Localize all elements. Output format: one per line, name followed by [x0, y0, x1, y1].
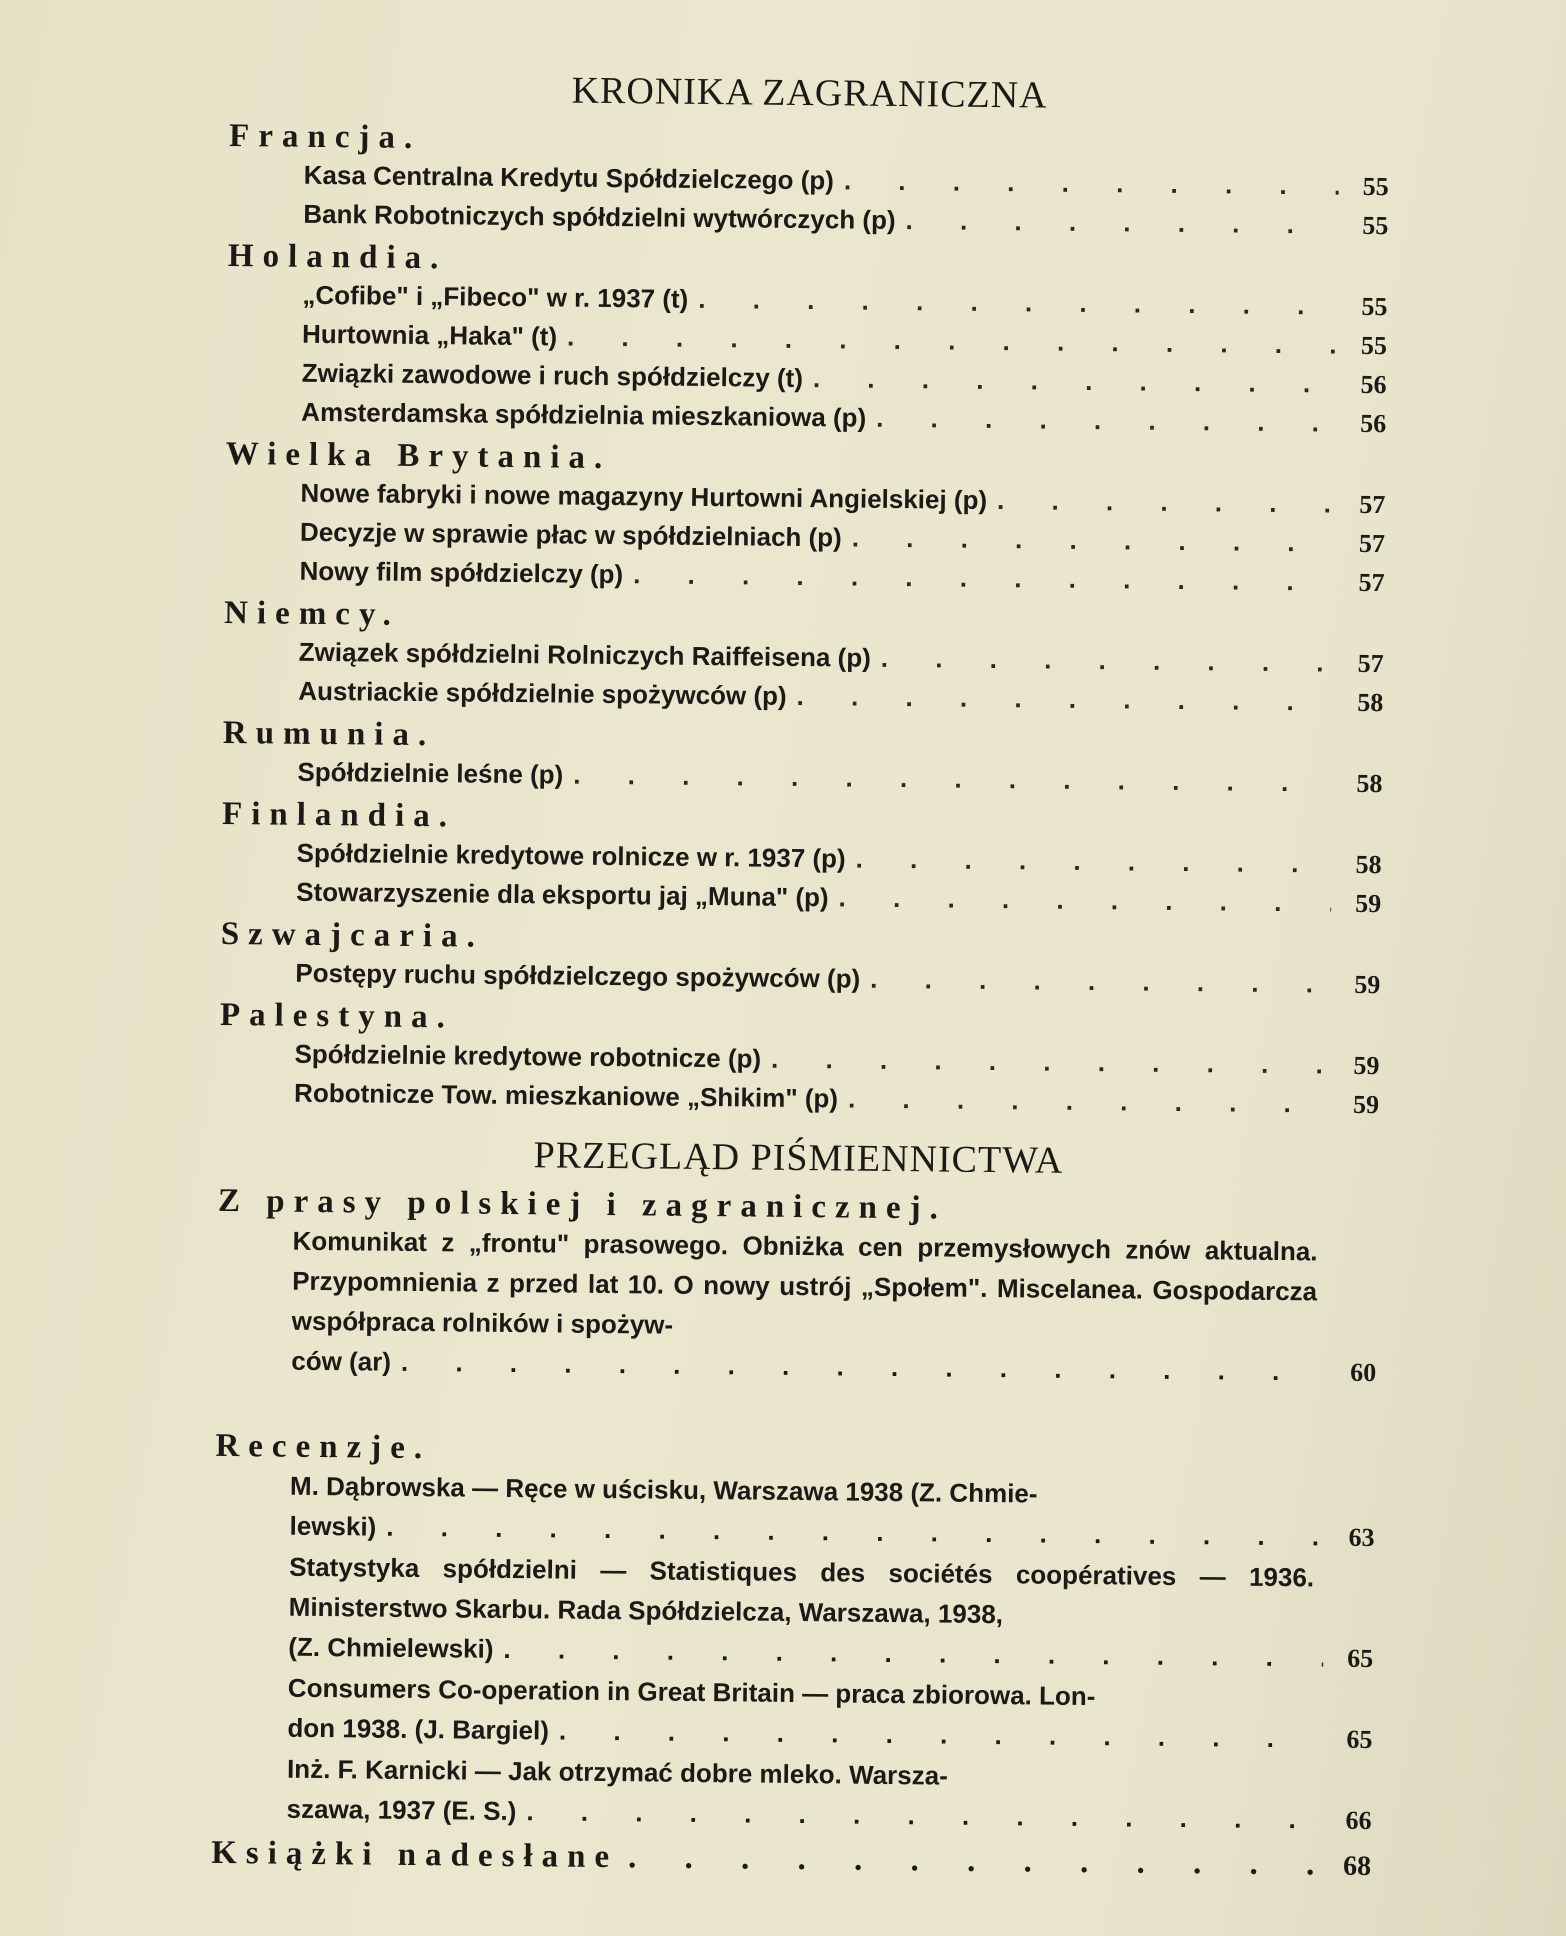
review-item[interactable] [211, 1748, 1372, 1841]
page-number: 68 [1342, 1850, 1372, 1883]
page-number: 57 [1358, 528, 1386, 559]
dot-leader [838, 878, 1331, 921]
entry-title: Austriackie spółdzielnie spożywców (p) [298, 675, 787, 711]
country-group [219, 996, 1380, 1124]
page-number: 58 [1357, 687, 1384, 718]
page-number: 58 [1355, 849, 1382, 880]
review-text: M. Dąbrowska — Ręce w uścisku, Warszawa 1938 (Z. Chmie- [289, 1470, 1038, 1509]
page-number: 55 [1360, 330, 1388, 361]
country-group [220, 915, 1381, 1004]
dot-leader [796, 677, 1333, 721]
review-tail: lewski) [289, 1510, 377, 1542]
country-heading: Rumunia. [222, 714, 436, 754]
dot-leader [870, 960, 1331, 1003]
page-number: 65 [1347, 1643, 1374, 1674]
dot-leader [844, 161, 1339, 204]
dot-leader [628, 1835, 1321, 1886]
page-number: 55 [1361, 291, 1388, 322]
prasa-tail: ców (ar) [291, 1345, 392, 1377]
review-item[interactable] [214, 1465, 1375, 1558]
dot-leader [526, 1791, 1322, 1839]
review-tail: szawa, 1937 (E. S.) [286, 1793, 517, 1827]
dot-leader [876, 399, 1336, 442]
page-number: 56 [1360, 408, 1387, 439]
country-group [222, 714, 1383, 803]
dot-leader [813, 359, 1337, 402]
review-item[interactable] [213, 1546, 1374, 1679]
page-number: 59 [1354, 969, 1381, 1000]
country-heading: Wielka Brytania. [225, 435, 612, 477]
country-group [224, 435, 1386, 602]
page-number: 60 [1350, 1357, 1377, 1388]
entry-title: Hurtownia „Haka" (t) [301, 318, 558, 352]
country-heading: Szwajcaria. [220, 915, 485, 955]
entry-title: Stowarzyszenie dla eksportu jaj „Muna" (p) [296, 876, 829, 913]
country-group [223, 594, 1384, 722]
entry-title: Decyzje w sprawie płac w spółdzielniach (p) [299, 516, 842, 553]
dot-leader [855, 840, 1331, 883]
dot-leader [573, 756, 1333, 802]
page-number: 63 [1348, 1522, 1375, 1553]
recenzje-heading: Recenzje. [215, 1427, 432, 1467]
country-list [219, 117, 1389, 1124]
page-number: 59 [1355, 888, 1382, 919]
country-group [221, 795, 1382, 923]
dot-leader [852, 519, 1336, 562]
page-number: 59 [1352, 1089, 1380, 1120]
country-group [226, 237, 1388, 443]
dot-leader [503, 1629, 1323, 1678]
page-number: 57 [1358, 567, 1385, 598]
entry-title: Amsterdamska spółdzielnia mieszkaniowa (p) [301, 396, 867, 433]
recenzje-group [211, 1427, 1375, 1841]
entry-title: Związek spółdzielni Rolniczych Raiffeisena (p) [298, 636, 872, 673]
page-number: 55 [1362, 171, 1389, 202]
section-title-przeglad: PRZEGLĄD PIŚMIENNICTWA [533, 1134, 1064, 1182]
review-item[interactable] [212, 1667, 1373, 1760]
table-of-contents-page [211, 55, 1390, 1889]
entry-title: Nowy film spółdzielczy (p) [299, 555, 624, 590]
page-number: 58 [1356, 768, 1383, 799]
prasa-text: Komunikat z „frontu" prasowego. Obniżka cen przemysłowych znów aktualna. Przypomnienia z przed lat 10. O nowy ustrój „Społem". Miscelanea. Gospodarcza współpraca rolników i spożyw- [291, 1225, 1318, 1340]
dot-leader [559, 1711, 1323, 1759]
entry-title: „Cofibe" i „Fibeco" w r. 1937 (t) [302, 279, 689, 314]
review-text: Statystyka spółdzielni — Statistiques des sociétés coopératives — 1936. Ministerstwo Skarbu. Rada Spółdzielcza, Warszawa, 1938, [288, 1551, 1315, 1630]
country-heading: Niemcy. [223, 594, 401, 633]
recenzje-list [211, 1465, 1375, 1841]
dot-leader [997, 481, 1336, 523]
country-group [228, 117, 1389, 245]
country-heading: Finlandia. [221, 795, 457, 835]
entry-title: Związki zawodowe i ruch spółdzielczy (t) [301, 357, 804, 394]
dot-leader [848, 1080, 1329, 1123]
page-number: 57 [1357, 648, 1384, 679]
country-heading: Palestyna. [219, 996, 455, 1036]
dot-leader [881, 639, 1334, 682]
page-number: 55 [1362, 210, 1389, 241]
review-text: Consumers Co-operation in Great Britain — praca zbiorowa. Lon- [287, 1672, 1096, 1712]
entry-title: Spółdzielnie leśne (p) [297, 756, 564, 790]
section-title-kronika: KRONIKA ZAGRANICZNA [571, 69, 1048, 117]
page-number: 65 [1346, 1724, 1373, 1755]
dot-leader [401, 1342, 1327, 1392]
page-number: 56 [1360, 369, 1387, 400]
page-number: 66 [1345, 1805, 1372, 1836]
dot-leader [771, 1040, 1330, 1084]
entry-title: Spółdzielnie kredytowe rolnicze w r. 1937 (p) [296, 837, 846, 874]
review-text: Inż. F. Karnicki — Jak otrzymać dobre mleko. Warsza- [286, 1753, 948, 1791]
dot-leader [567, 318, 1337, 364]
entry-title: Bank Robotniczych spółdzielni wytwórczych (p) [303, 198, 896, 235]
review-tail: don 1938. (J. Bargiel) [287, 1712, 550, 1746]
entry-title: Robotnicze Tow. mieszkaniowe „Shikim" (p) [293, 1077, 839, 1114]
entry-title: Nowe fabryki i nowe magazyny Hurtowni Angielskiej (p) [300, 477, 988, 515]
dot-leader [905, 201, 1338, 244]
prasa-group [216, 1182, 1378, 1393]
page-number: 57 [1359, 489, 1386, 520]
country-heading: Francja. [228, 117, 422, 157]
entry-title: Postępy ruchu spółdzielczego spożywców (p) [295, 957, 861, 994]
country-heading: Holandia. [227, 237, 448, 277]
dot-leader [698, 280, 1338, 325]
entry-title: Kasa Centralna Kredytu Spółdzielczego (p) [303, 159, 835, 196]
entry-title: Spółdzielnie kredytowe robotnicze (p) [294, 1038, 762, 1074]
ksiazki-entry[interactable] [211, 1831, 1371, 1889]
prasa-heading: Z prasy polskiej i zagranicznej. [217, 1182, 948, 1227]
dot-leader [633, 555, 1335, 600]
page-number: 59 [1353, 1050, 1380, 1081]
ksiazki-heading: Książki nadesłane [210, 1834, 619, 1876]
review-tail: (Z. Chmielewski) [288, 1631, 494, 1664]
